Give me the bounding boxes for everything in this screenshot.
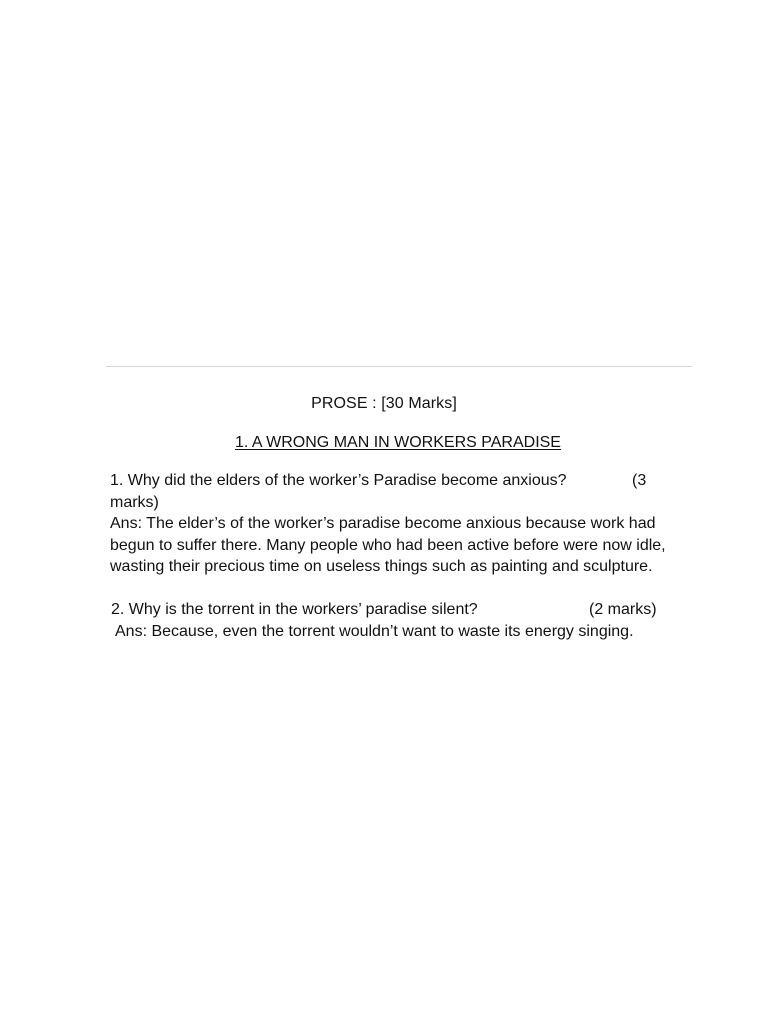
- answer-line: begun to suffer there. Many people who had been active before were now idle,: [110, 536, 666, 554]
- marks-label: (3: [632, 472, 647, 489]
- chapter-title: 1. A WRONG MAN IN WORKERS PARADISE: [235, 434, 561, 451]
- section-heading: PROSE : [30 Marks]: [311, 395, 457, 412]
- answer-line: Ans: Because, even the torrent wouldn’t want to waste its energy singing.: [115, 622, 634, 640]
- question-line: [110, 470, 702, 492]
- question-line: [111, 599, 703, 621]
- marks-continuation: marks): [110, 493, 159, 511]
- answer-line: Ans: The elder’s of the worker’s paradise become anxious because work had: [110, 515, 656, 532]
- horizontal-divider: [106, 366, 692, 367]
- question-text: 2. Why is the torrent in the workers’ paradise silent?: [111, 601, 478, 618]
- answer-line: wasting their precious time on useless things such as painting and sculpture.: [110, 558, 653, 575]
- question-block-2: [111, 599, 703, 642]
- question-block-1: [110, 470, 702, 578]
- marks-label: (2 marks): [589, 601, 657, 618]
- question-text: 1. Why did the elders of the worker’s Paradise become anxious?: [110, 472, 567, 489]
